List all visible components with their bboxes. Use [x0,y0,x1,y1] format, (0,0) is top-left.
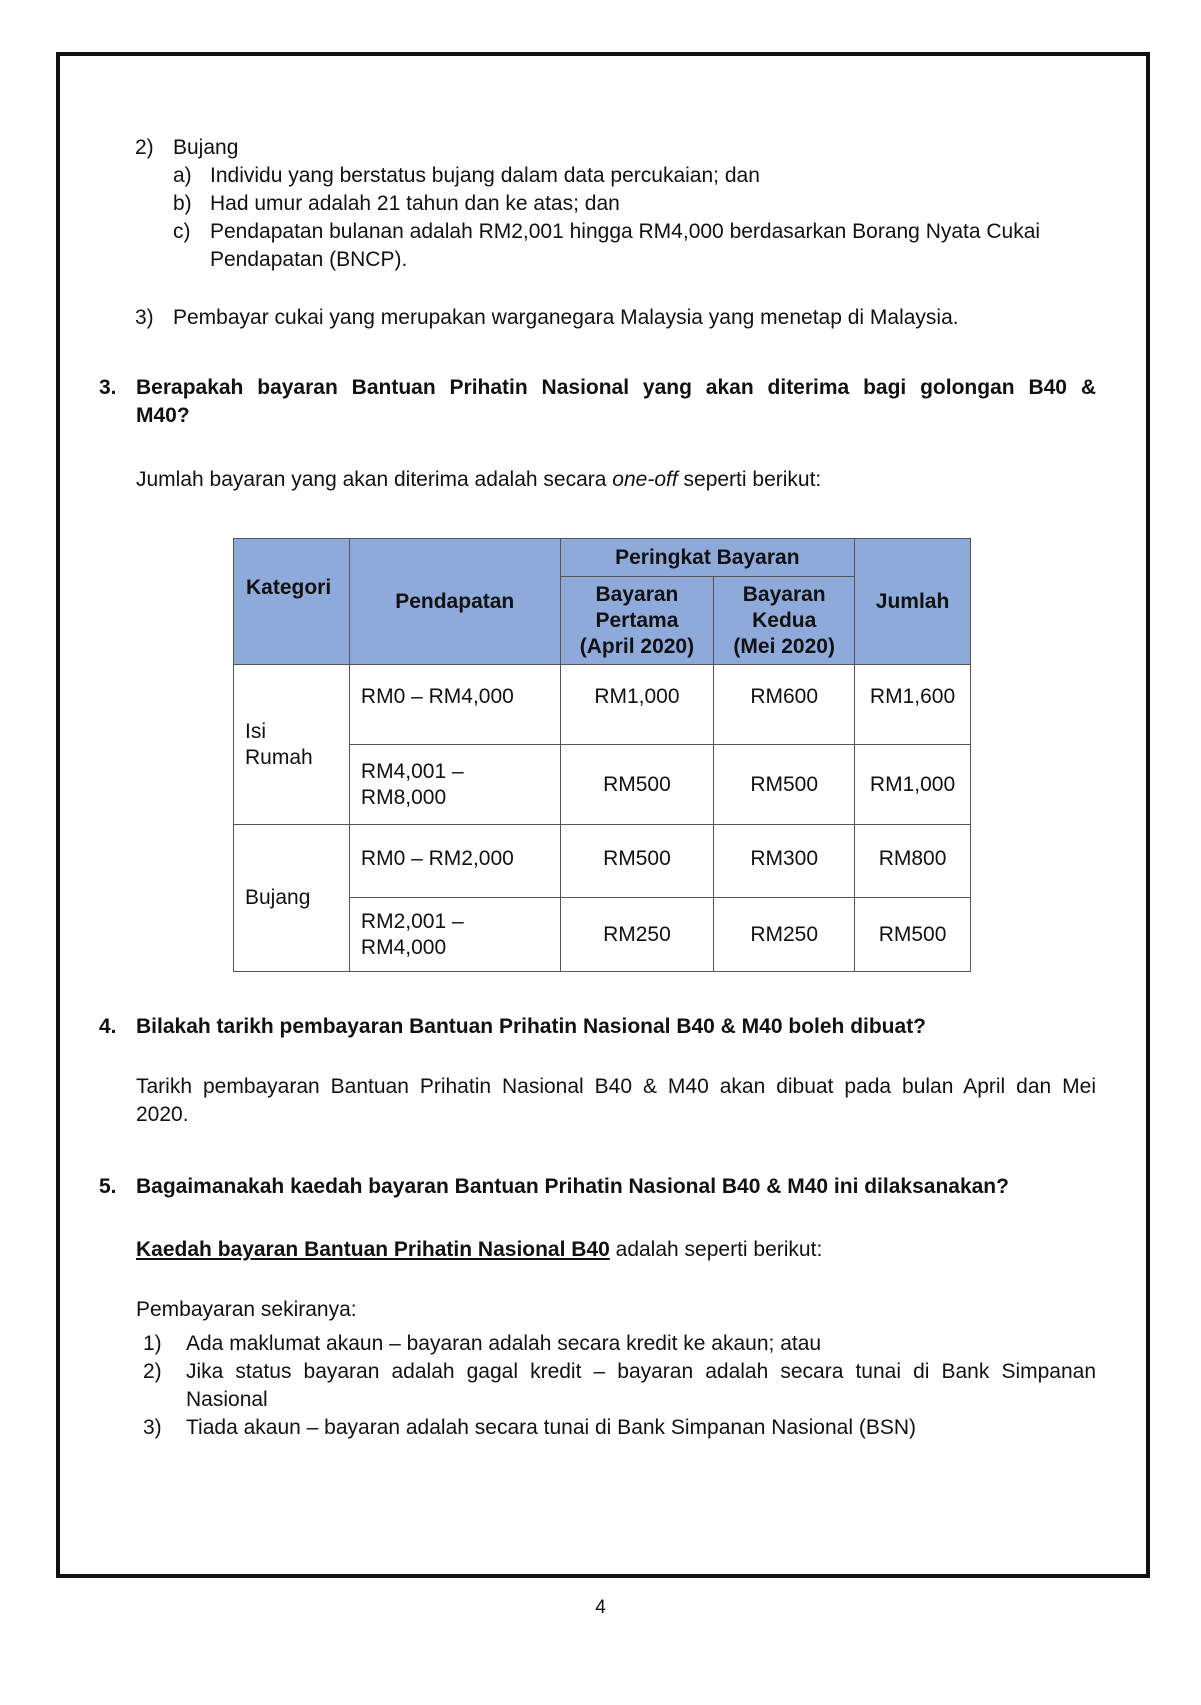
cell-line: RM4,000 [360,935,447,959]
list-item-text: Ada maklumat akaun – bayaran adalah secara kredit ke akaun; atau [186,1332,822,1355]
sub-item-text: Pendapatan bulanan adalah RM2,001 hingga RM4,000 berdasarkan Borang Nyata Cukai [210,220,1041,243]
cell-line: Isi [245,719,266,743]
sub-item-mark: b) [173,192,192,215]
header-line: Pertama [595,608,679,632]
cell-kategori [234,825,350,972]
kaedah-heading: Kaedah bayaran Bantuan Prihatin Nasional B40 [136,1238,610,1261]
sub-item-mark: a) [173,164,192,187]
cell-pendapatan [349,825,560,898]
cell-kedua: RM250 [714,898,855,972]
cell-line: RM4,001 – [360,759,464,783]
cell-kedua: RM300 [714,825,855,898]
cell-pendapatan [349,745,560,825]
payment-table [233,538,971,972]
header-line: Kedua [752,608,817,632]
header-bayaran-pertama [560,577,714,665]
kaedah-line [136,1236,822,1264]
page-number: 4 [595,1597,606,1618]
header-kategori: Kategori [234,539,350,665]
header-bayaran-kedua [714,577,855,665]
pembayaran-label: Pembayaran sekiranya: [136,1298,357,1321]
header-line: Bayaran [595,582,679,606]
cell-line: Rumah [245,745,313,769]
table-row [234,825,971,898]
list-item-num: 2) [135,136,154,159]
answer-text-part: seperti berikut: [677,468,822,491]
sub-item-mark: c) [173,220,191,243]
list-item-text: Pembayar cukai yang merupakan warganegara Malaysia yang menetap di Malaysia. [173,306,959,329]
question-text: Berapakah bayaran Bantuan Prihatin Nasional yang akan diterima bagi golongan B40 & [136,376,1096,399]
cell-jumlah: RM500 [855,898,971,972]
cell-pendapatan [349,665,560,745]
cell-jumlah: RM1,600 [855,665,971,745]
cell-kedua: RM600 [714,665,855,745]
cell-jumlah: RM1,000 [855,745,971,825]
header-line: (April 2020) [579,634,695,658]
header-line: Bayaran [742,582,826,606]
answer-text: Tarikh pembayaran Bantuan Prihatin Nasional B40 & M40 akan dibuat pada bulan April dan Mei [136,1075,1096,1098]
cell-kedua: RM500 [714,745,855,825]
cell-line: RM8,000 [360,785,447,809]
cell-pertama: RM1,000 [560,665,714,745]
header-jumlah: Jumlah [855,539,971,665]
list-item-text: Nasional [186,1388,268,1411]
list-item-num: 3) [135,306,154,329]
sub-item-text: Individu yang berstatus bujang dalam data percukaian; dan [210,164,760,187]
list-item-num: 3) [143,1416,162,1439]
kaedah-text: adalah seperti berikut: [609,1238,823,1261]
list-item-num: 2) [143,1360,162,1383]
header-pendapatan: Pendapatan [349,539,560,665]
list-item-text: Jika status bayaran adalah gagal kredit – bayaran adalah secara tunai di Bank Simpanan [186,1360,1096,1383]
cell-kategori [234,665,350,825]
sub-item-text: Had umur adalah 21 tahun dan ke atas; dan [210,192,620,215]
cell-jumlah: RM800 [855,825,971,898]
cell-line: RM0 – RM4,000 [360,685,514,708]
table-row [234,665,971,745]
cell-line: RM2,001 – [360,909,464,933]
cell-pertama: RM500 [560,825,714,898]
header-peringkat-bayaran: Peringkat Bayaran [560,539,855,577]
cell-line: Bujang [245,886,311,909]
question-text: Bilakah tarikh pembayaran Bantuan Prihatin Nasional B40 & M40 boleh dibuat? [136,1015,927,1038]
question-text: Bagaimanakah kaedah bayaran Bantuan Prihatin Nasional B40 & M40 ini dilaksanakan? [136,1175,1009,1198]
answer-text-italic: one-off [612,468,678,491]
question-number: 4. [99,1015,117,1038]
question-number: 3. [99,376,117,399]
question-text: M40? [136,404,190,427]
answer-text [136,466,821,494]
cell-pertama: RM500 [560,745,714,825]
header-line: (Mei 2020) [733,634,835,658]
answer-text-part: Jumlah bayaran yang akan diterima adalah secara [136,468,613,491]
cell-pertama: RM250 [560,898,714,972]
cell-pendapatan [349,898,560,972]
question-number: 5. [99,1175,117,1198]
list-item-num: 1) [143,1332,162,1355]
list-item-label: Bujang [173,136,239,159]
answer-text: 2020. [136,1103,189,1126]
sub-item-text: Pendapatan (BNCP). [210,248,408,271]
cell-line: RM0 – RM2,000 [360,847,514,870]
list-item-text: Tiada akaun – bayaran adalah secara tunai di Bank Simpanan Nasional (BSN) [186,1416,916,1439]
